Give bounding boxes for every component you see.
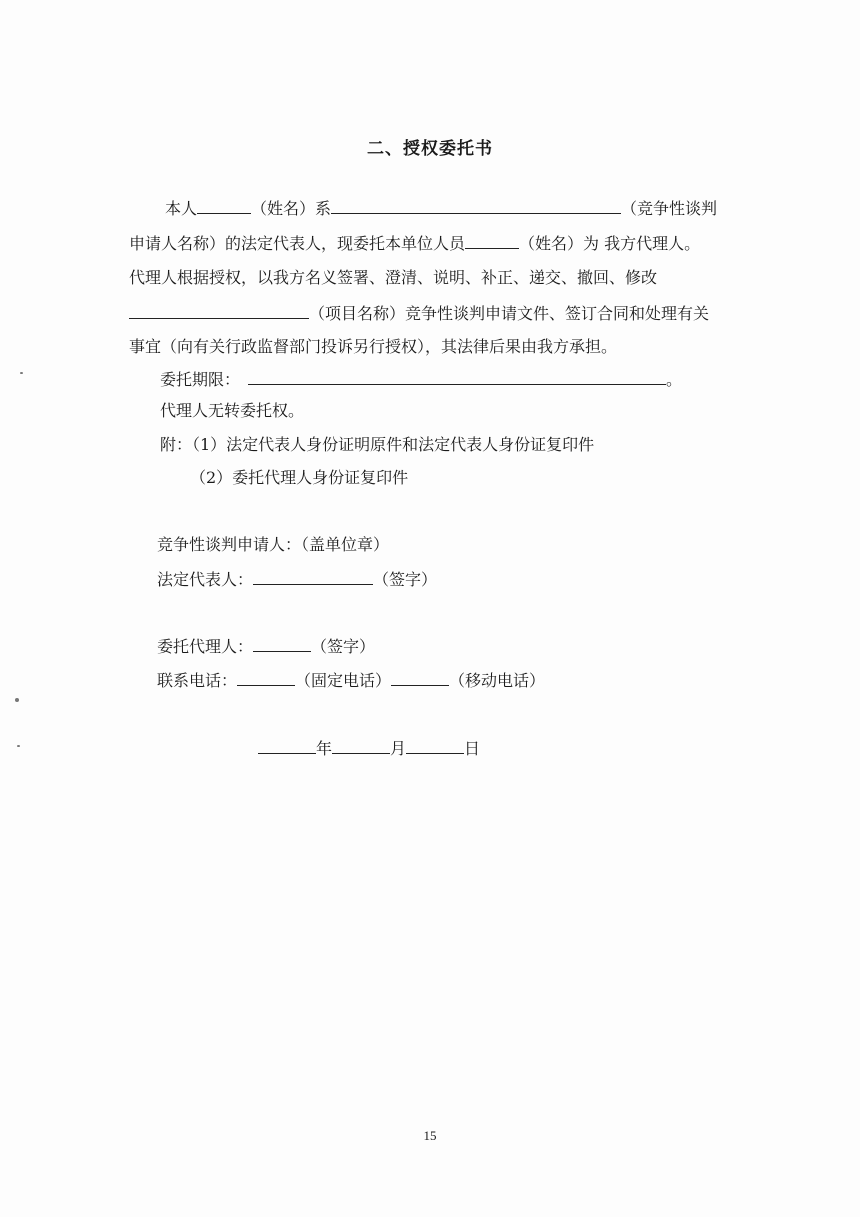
month-blank[interactable] xyxy=(332,738,390,754)
para1-line4 xyxy=(129,303,709,324)
text-applicant-paren: （竞争性谈判 xyxy=(621,199,718,218)
phone-mobile: （移动电话） xyxy=(449,671,546,690)
para1-line5: 事宜（向有关行政监督部门投诉另行授权），其法律后果由我方承担。 xyxy=(129,337,618,356)
scan-speck xyxy=(17,745,20,747)
text-agent-name: （姓名）为 我方代理人。 xyxy=(519,234,701,253)
text-benren: 本人 xyxy=(165,199,198,218)
agent-label: 委托代理人： xyxy=(157,637,254,656)
text-legal-rep-delegate: 申请人名称）的法定代表人，现委托本单位人员 xyxy=(129,234,466,253)
para1-line3: 代理人根据授权，以我方名义签署、澄清、说明、补正、递交、撤回、修改 xyxy=(129,268,658,287)
scan-speck xyxy=(20,372,23,374)
term-blank[interactable] xyxy=(248,369,666,385)
legal-rep-label: 法定代表人： xyxy=(157,570,254,589)
name-blank[interactable] xyxy=(197,198,251,214)
page-title: 二、授权委托书 xyxy=(367,139,493,159)
text-name-xi: （姓名）系 xyxy=(251,199,332,218)
applicant-name-blank[interactable] xyxy=(331,198,621,214)
agent-sign: （签字） xyxy=(311,637,376,656)
text-project-name: （项目名称）竞争性谈判申请文件、签订合同和处理有关 xyxy=(309,304,710,323)
date-line xyxy=(258,738,480,759)
day-blank[interactable] xyxy=(406,738,464,754)
day-label: 日 xyxy=(464,739,481,758)
month-label: 月 xyxy=(390,739,407,758)
legal-rep-sign: （签字） xyxy=(373,570,438,589)
year-label: 年 xyxy=(316,739,333,758)
fixed-phone-blank[interactable] xyxy=(237,670,295,686)
para1-line2 xyxy=(129,233,700,254)
attachment-item-2: （2）委托代理人身份证复印件 xyxy=(190,468,409,487)
year-blank[interactable] xyxy=(258,738,316,754)
agent-name-blank[interactable] xyxy=(465,233,519,249)
applicant-seal-line: 竞争性谈判申请人：（盖单位章） xyxy=(157,535,390,554)
term-line xyxy=(160,369,682,390)
term-label: 委托期限： xyxy=(160,370,241,389)
scan-speck xyxy=(15,698,19,702)
mobile-phone-blank[interactable] xyxy=(391,670,449,686)
agent-sign-blank[interactable] xyxy=(253,636,311,652)
no-subdelegate-text: 代理人无转委托权。 xyxy=(160,401,305,420)
page-number: 15 xyxy=(423,1128,437,1143)
phone-fixed: （固定电话） xyxy=(295,671,392,690)
legal-rep-line xyxy=(157,569,437,590)
para1-line1 xyxy=(165,198,717,219)
term-end: 。 xyxy=(666,370,683,389)
phone-label: 联系电话： xyxy=(157,671,238,690)
agent-line xyxy=(157,636,375,657)
phone-line xyxy=(157,670,545,691)
legal-rep-sign-blank[interactable] xyxy=(253,569,373,585)
project-name-blank[interactable] xyxy=(129,303,309,319)
attachment-item-1: 附：（1）法定代表人身份证明原件和法定代表人身份证复印件 xyxy=(160,435,595,454)
